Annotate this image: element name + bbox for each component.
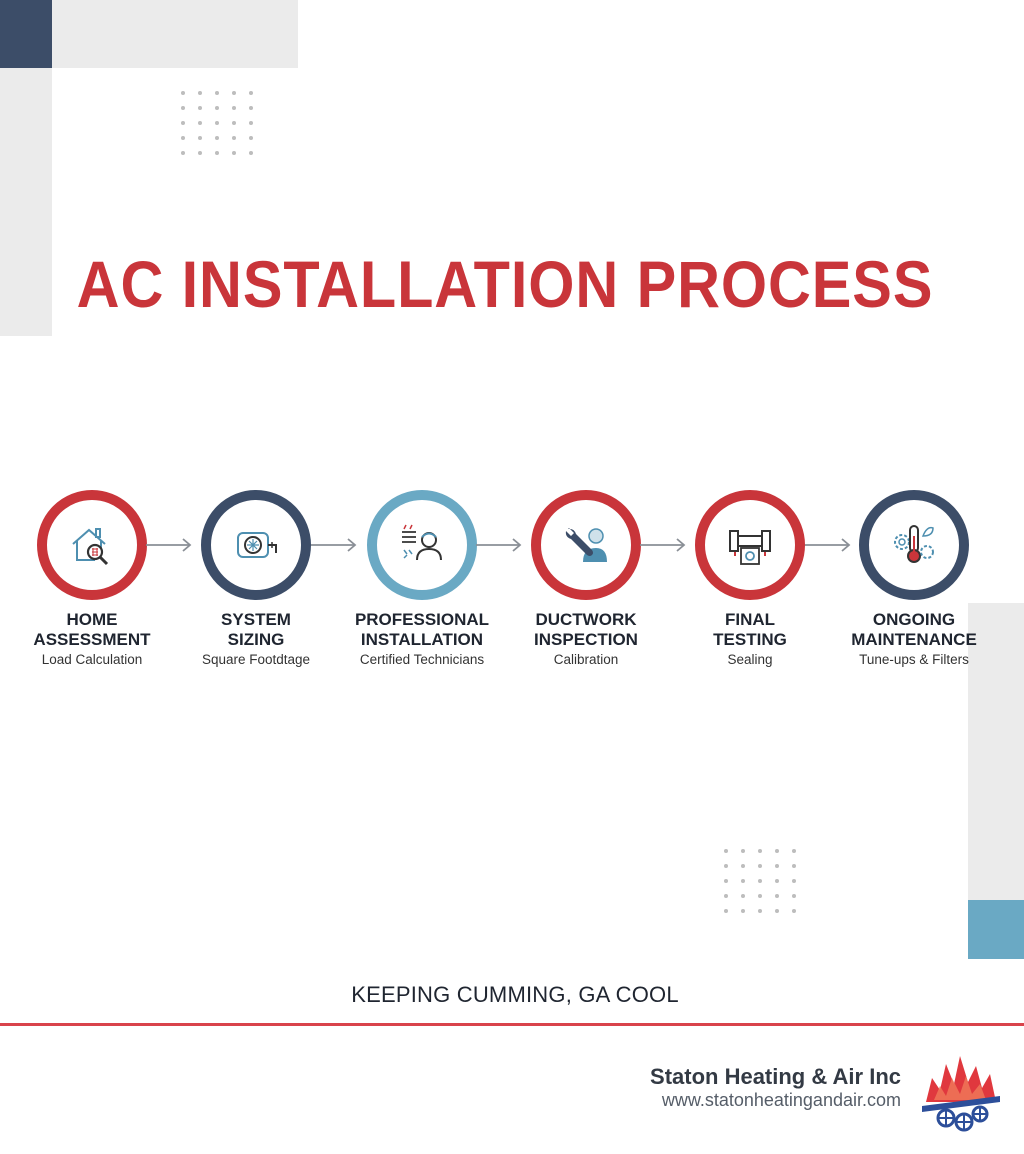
- step-subtitle: Load Calculation: [41, 652, 143, 667]
- decor-dot: [232, 151, 236, 155]
- decor-dot: [724, 849, 728, 853]
- decor-dot: [249, 106, 253, 110]
- company-url[interactable]: www.statonheatingandair.com: [661, 1090, 901, 1110]
- step-subtitle: Sealing: [727, 652, 773, 667]
- decor-dot: [198, 151, 202, 155]
- decor-dot: [741, 864, 745, 868]
- step-ring: [37, 490, 147, 600]
- step-professional-installation: [337, 490, 507, 669]
- decor-dot: [758, 879, 762, 883]
- tagline: KEEPING CUMMING, GA COOL: [351, 982, 679, 1007]
- decor-dot: [249, 151, 253, 155]
- decor-dot: [181, 121, 185, 125]
- technician-icon: [395, 518, 449, 572]
- flame-snowflake-logo: [920, 1050, 1002, 1132]
- step-ductwork-inspection: [501, 490, 671, 669]
- decor-dot: [198, 136, 202, 140]
- decor-dot: [215, 151, 219, 155]
- decor-dot: [181, 91, 185, 95]
- decor-dot: [215, 91, 219, 95]
- step-subtitle: Certified Technicians: [359, 652, 485, 667]
- decor-dot: [232, 136, 236, 140]
- decor-dot: [724, 894, 728, 898]
- step-ring: [201, 490, 311, 600]
- decor-dot: [775, 894, 779, 898]
- decor-dot: [741, 849, 745, 853]
- step-title: PROFESSIONAL INSTALLATION: [354, 610, 490, 649]
- decor-dot: [775, 849, 779, 853]
- decor-dot: [792, 849, 796, 853]
- decor-dot: [249, 91, 253, 95]
- decor-dot: [792, 894, 796, 898]
- decor-dot: [215, 121, 219, 125]
- decor-dot: [758, 909, 762, 913]
- decor-dot: [775, 864, 779, 868]
- house-magnifier-icon: [65, 518, 119, 572]
- decor-dot: [198, 121, 202, 125]
- decor-dot: [249, 121, 253, 125]
- decor-dot: [758, 894, 762, 898]
- step-title: ONGOING MAINTENANCE: [851, 610, 977, 649]
- step-system-sizing: [171, 490, 341, 669]
- step-subtitle: Tune-ups & Filters: [859, 652, 969, 667]
- step-home-assessment: [7, 490, 177, 669]
- decor-dot: [758, 849, 762, 853]
- decor-dot: [232, 121, 236, 125]
- step-ring: [695, 490, 805, 600]
- decor-dot: [181, 151, 185, 155]
- step-title: SYSTEM SIZING: [221, 610, 291, 649]
- decor-dot: [741, 909, 745, 913]
- decor-dot: [215, 106, 219, 110]
- step-ring: [531, 490, 641, 600]
- decor-dot: [215, 136, 219, 140]
- decor-dot: [198, 91, 202, 95]
- step-title: DUCTWORK INSPECTION: [534, 610, 638, 649]
- decor-dot-grid: [181, 91, 254, 155]
- decor-dot: [249, 136, 253, 140]
- decor-dot: [724, 864, 728, 868]
- step-ring: [859, 490, 969, 600]
- decor-dot: [724, 879, 728, 883]
- decor-dot: [232, 91, 236, 95]
- duct-seal-icon: [723, 518, 777, 572]
- company-name: Staton Heating & Air Inc: [650, 1064, 901, 1089]
- wrench-person-icon: [559, 518, 613, 572]
- decor-dot: [792, 879, 796, 883]
- decor-dot-grid: [724, 849, 797, 913]
- decor-dot: [181, 106, 185, 110]
- step-title: FINAL TESTING: [713, 610, 787, 649]
- decor-dot: [792, 864, 796, 868]
- decor-dot: [792, 909, 796, 913]
- ac-unit-tape-icon: [229, 518, 283, 572]
- decor-gray-band-vertical: [0, 68, 52, 336]
- decor-dot: [741, 879, 745, 883]
- thermostat-gear-icon: [887, 518, 941, 572]
- page-title: AC INSTALLATION PROCESS: [76, 247, 934, 321]
- decor-navy-block: [0, 0, 52, 68]
- decor-dot: [198, 106, 202, 110]
- decor-dot: [775, 879, 779, 883]
- footer-divider: [0, 1023, 1024, 1026]
- step-final-testing: [665, 490, 835, 669]
- decor-gray-band: [52, 0, 298, 68]
- decor-dot: [232, 106, 236, 110]
- decor-dot: [741, 894, 745, 898]
- decor-dot: [775, 909, 779, 913]
- step-title: HOME ASSESSMENT: [33, 610, 151, 649]
- decor-dot: [758, 864, 762, 868]
- decor-dot: [181, 136, 185, 140]
- decor-dot: [724, 909, 728, 913]
- step-subtitle: Calibration: [553, 652, 619, 667]
- step-subtitle: Square Footdtage: [201, 652, 311, 667]
- step-ring: [367, 490, 477, 600]
- decor-teal-block: [968, 900, 1024, 959]
- step-ongoing-maintenance: [829, 490, 999, 669]
